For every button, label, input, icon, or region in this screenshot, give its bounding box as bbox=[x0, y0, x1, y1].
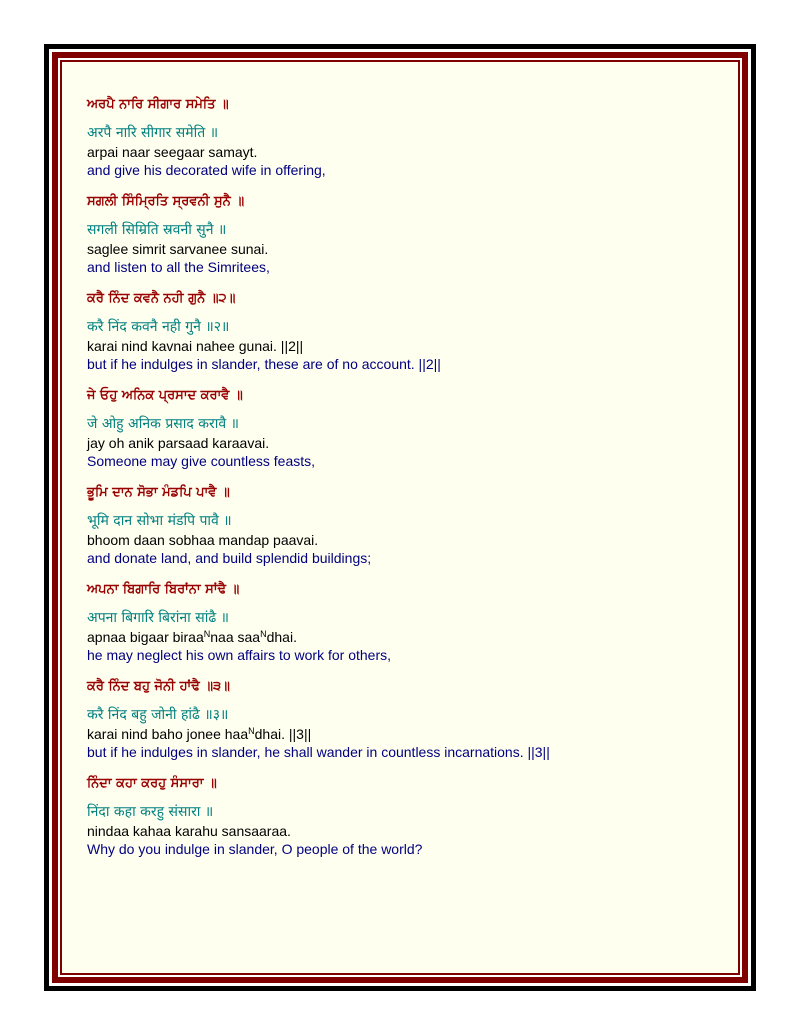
gurmukhi-line: ਕਰੈ ਨਿੰਦ ਬਹੁ ਜੋਨੀ ਹਾਂਢੈ ॥੩॥ bbox=[87, 679, 230, 694]
transliteration-line: saglee simrit sarvanee sunai. bbox=[87, 241, 269, 257]
devanagari-line: अरपै नारि सीगार समेति ॥ bbox=[87, 125, 219, 141]
nasal-superscript: N bbox=[203, 629, 211, 639]
verse-4 bbox=[87, 387, 727, 470]
gurmukhi-line: ਅਰਪੈ ਨਾਰਿ ਸੀਗਾਰ ਸਮੇਤਿ ॥ bbox=[87, 97, 229, 112]
transliteration-line: jay oh anik parsaad karaavai. bbox=[87, 435, 270, 451]
transliteration-line: bhoom daan sobhaa mandap paavai. bbox=[87, 532, 319, 548]
verse-2 bbox=[87, 193, 727, 276]
nasal-superscript: N bbox=[248, 726, 255, 736]
devanagari-line: सगली सिम्रिति स्रवनी सुनै ॥ bbox=[87, 222, 227, 238]
verse-5 bbox=[87, 484, 727, 567]
transliteration-line bbox=[87, 725, 727, 743]
verse-7 bbox=[87, 678, 727, 761]
translation-line: Someone may give countless feasts, bbox=[87, 453, 316, 469]
translation-line: Why do you indulge in slander, O people of the world? bbox=[87, 841, 423, 857]
transliteration-segment: dhai. bbox=[266, 629, 297, 645]
verse-1 bbox=[87, 96, 727, 179]
devanagari-line: करै निंद कवनै नही गुनै ॥२॥ bbox=[87, 319, 230, 335]
devanagari-line: जे ओहु अनिक प्रसाद करावै ॥ bbox=[87, 416, 240, 432]
gurmukhi-line: ਅਪਨਾ ਬਿਗਾਰਿ ਬਿਰਾਂਨਾ ਸਾਂਢੈ ॥ bbox=[87, 582, 240, 597]
transliteration-line: karai nind kavnai nahee gunai. ||2|| bbox=[87, 338, 304, 354]
verse-3 bbox=[87, 290, 727, 373]
transliteration-segment: apnaa bigaar biraa bbox=[87, 629, 204, 645]
gurmukhi-line: ਜੇ ਓਹੁ ਅਨਿਕ ਪ੍ਰਸਾਦ ਕਰਾਵੈ ॥ bbox=[87, 388, 243, 403]
gurmukhi-line: ਸਗਲੀ ਸਿੰਮ੍ਰਿਤਿ ਸ੍ਰਵਨੀ ਸੁਨੈ ॥ bbox=[87, 194, 245, 209]
transliteration-segment: naa saa bbox=[210, 629, 261, 645]
translation-line: and give his decorated wife in offering, bbox=[87, 162, 326, 178]
gurmukhi-line: ਨਿੰਦਾ ਕਹਾ ਕਰਹੁ ਸੰਸਾਰਾ ॥ bbox=[87, 776, 217, 791]
verse-6 bbox=[87, 581, 727, 664]
translation-line: but if he indulges in slander, these are of no account. ||2|| bbox=[87, 356, 441, 372]
transliteration-line: nindaa kahaa karahu sansaaraa. bbox=[87, 823, 291, 839]
devanagari-line: अपना बिगारि बिरांना सांढै ॥ bbox=[87, 610, 230, 626]
translation-line: he may neglect his own affairs to work for others, bbox=[87, 647, 391, 663]
devanagari-line: करै निंद बहु जोनी हांढै ॥३॥ bbox=[87, 707, 229, 723]
gurmukhi-line: ਕਰੈ ਨਿੰਦ ਕਵਨੈ ਨਹੀ ਗੁਨੈ ॥੨॥ bbox=[87, 291, 236, 306]
translation-line: and donate land, and build splendid buildings; bbox=[87, 550, 372, 566]
nasal-superscript: N bbox=[260, 629, 267, 639]
transliteration-segment: dhai. ||3|| bbox=[254, 726, 312, 742]
verse-list bbox=[87, 96, 727, 872]
transliteration-line: arpai naar seegaar samayt. bbox=[87, 144, 258, 160]
transliteration-line bbox=[87, 628, 727, 646]
verse-8 bbox=[87, 775, 727, 858]
devanagari-line: भूमि दान सोभा मंडपि पावै ॥ bbox=[87, 513, 232, 529]
devanagari-line: निंदा कहा करहु संसारा ॥ bbox=[87, 804, 214, 820]
translation-line: but if he indulges in slander, he shall wander in countless incarnations. ||3|| bbox=[87, 744, 550, 760]
gurmukhi-line: ਭੂਮਿ ਦਾਨ ਸੋਭਾ ਮੰਡਪਿ ਪਾਵੈ ॥ bbox=[87, 485, 230, 500]
translation-line: and listen to all the Simritees, bbox=[87, 259, 270, 275]
transliteration-segment: karai nind baho jonee haa bbox=[87, 726, 249, 742]
